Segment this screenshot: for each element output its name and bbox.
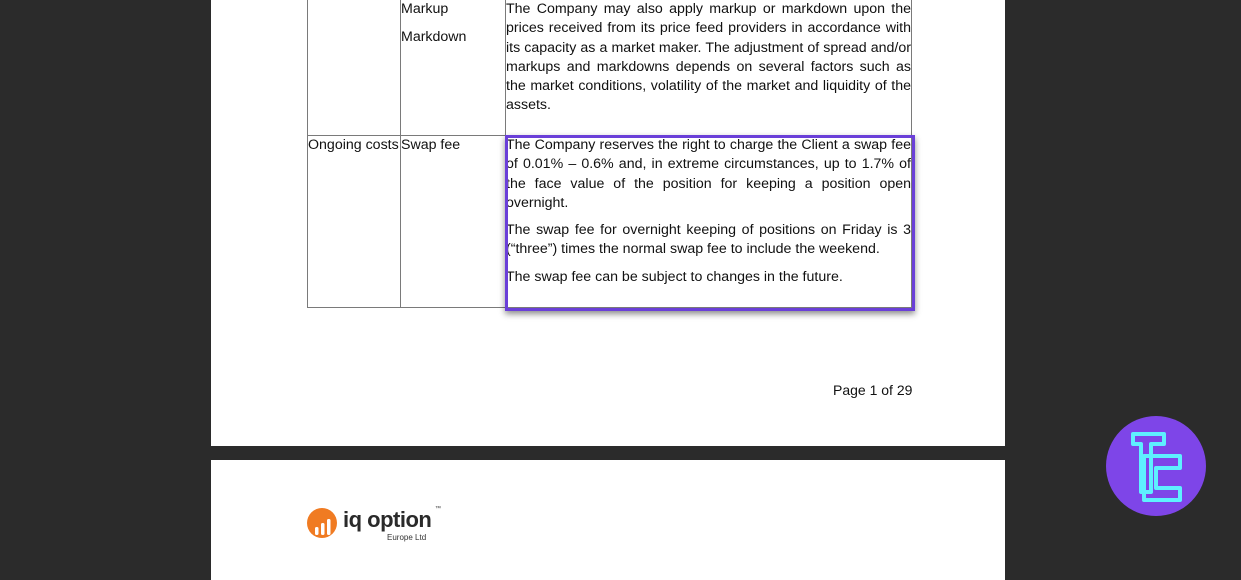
fees-table [307, 0, 912, 308]
cost-item-label: Markdown [401, 29, 467, 45]
cost-item-label: Markup [401, 1, 449, 17]
cost-item-cell: Swap fee [401, 136, 506, 308]
cost-type-cell [308, 0, 401, 136]
cost-description-cell: The Company may also apply markup or markdown upon the prices received from its price feed providers in accordance with its capacity as a market maker. The adjustment of spread and/or markups and markdowns depends on several factors such as the market conditions, volatility of the market and liquidity of the assets. [506, 0, 912, 136]
description-paragraph: The swap fee can be subject to changes in the future. [506, 268, 843, 285]
description-paragraph: The Company reserves the right to charge the Client a swap fee of 0.01% – 0.6% and, in extreme circumstances, up to 1.7% of the face value of the position for keeping a position open overnight. [506, 137, 911, 211]
page-number: Page 1 of 29 [833, 382, 913, 398]
bar-chart-icon [307, 508, 337, 538]
logo-trademark: ™ [435, 506, 441, 512]
cost-type-cell: Ongoing costs [308, 136, 401, 308]
document-page-2 [211, 460, 1005, 580]
company-logo [307, 504, 457, 544]
logo-subtitle: Europe Ltd [387, 533, 427, 542]
description-paragraph: The swap fee for overnight keeping of positions on Friday is 3 (“three”) times the normal swap fee to include the weekend. [506, 222, 911, 258]
document-page-1 [211, 0, 1005, 446]
table-row [308, 0, 912, 136]
logo-wordmark: iq option [343, 507, 432, 532]
table-row [308, 136, 912, 308]
tc-logo-icon [1106, 416, 1206, 516]
cost-description-cell [506, 136, 912, 308]
cost-item-cell [401, 0, 506, 136]
